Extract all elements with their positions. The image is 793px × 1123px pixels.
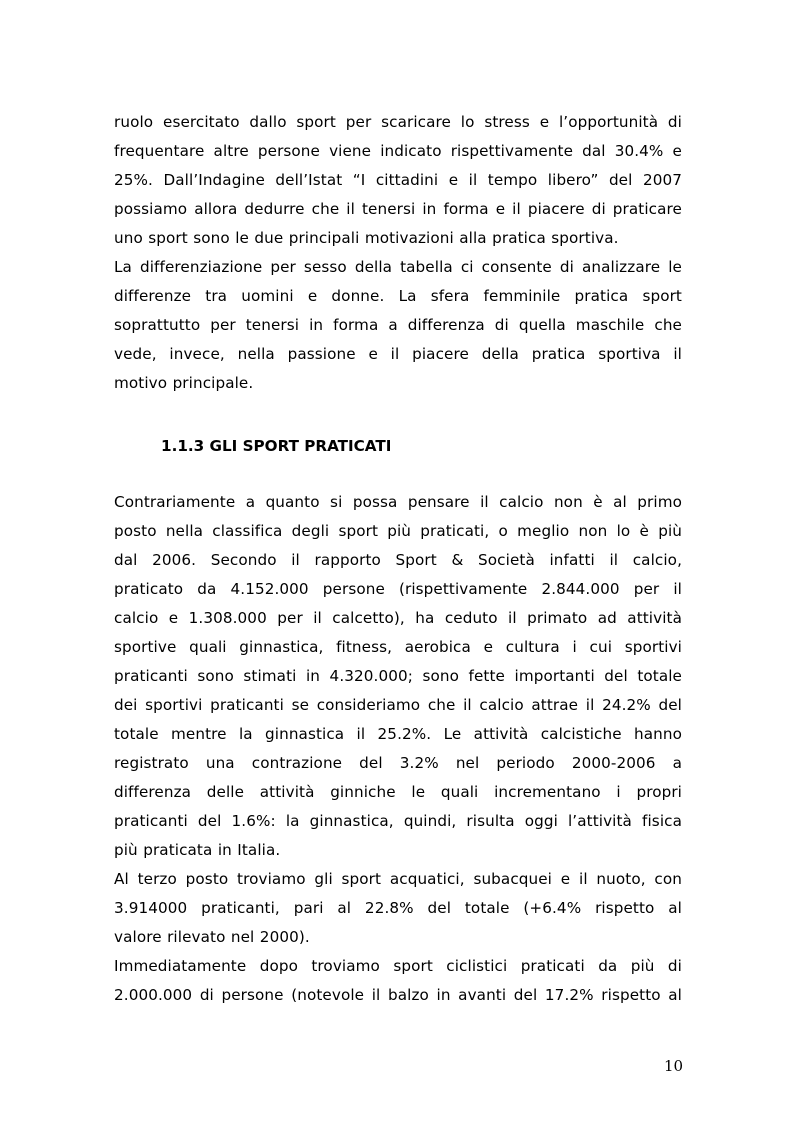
paragraph-5 [114,952,682,1010]
text-line: possiamo allora dedurre che il tenersi in forma e il piacere di praticare [114,200,682,218]
text-line: motivo principale. [114,374,254,392]
paragraph-3 [114,488,682,865]
text-line: dal 2006. Secondo il rapporto Sport & Società infatti il calcio, [114,551,682,569]
paragraph-2 [114,253,682,398]
section-heading: 1.1.3 GLI SPORT PRATICATI [161,437,392,455]
text-line: vede, invece, nella passione e il piacere della pratica sportiva il [114,345,682,363]
text-line: Immediatamente dopo troviamo sport ciclistici praticati da più di [114,957,682,975]
text-line: praticato da 4.152.000 persone (rispettivamente 2.844.000 per il [114,580,682,598]
text-line: 3.914000 praticanti, pari al 22.8% del totale (+6.4% rispetto al [114,899,682,917]
text-line: più praticata in Italia. [114,841,281,859]
text-line: differenze tra uomini e donne. La sfera femminile pratica sport [114,287,682,305]
text-line: uno sport sono le due principali motivazioni alla pratica sportiva. [114,229,619,247]
text-line: 25%. Dall’Indagine dell’Istat “I cittadini e il tempo libero” del 2007 [114,171,682,189]
text-line: valore rilevato nel 2000). [114,928,310,946]
text-line: praticanti del 1.6%: la ginnastica, quindi, risulta oggi l’attività fisica [114,812,682,830]
text-line: soprattutto per tenersi in forma a differenza di quella maschile che [114,316,682,334]
text-line: differenza delle attività ginniche le quali incrementano i propri [114,783,682,801]
text-line: sportive quali ginnastica, fitness, aerobica e cultura i cui sportivi [114,638,682,656]
text-line: La differenziazione per sesso della tabella ci consente di analizzare le [114,258,682,276]
text-line: ruolo esercitato dallo sport per scaricare lo stress e l’opportunità di [114,113,682,131]
page-number: 10 [664,1057,684,1075]
text-line: Al terzo posto troviamo gli sport acquatici, subacquei e il nuoto, con [114,870,682,888]
paragraph-4 [114,865,682,952]
text-line: 2.000.000 di persone (notevole il balzo in avanti del 17.2% rispetto al [114,986,682,1004]
page-body [114,108,682,398]
section-body [114,488,682,1010]
text-line: praticanti sono stimati in 4.320.000; sono fette importanti del totale [114,667,682,685]
text-line: registrato una contrazione del 3.2% nel periodo 2000-2006 a [114,754,682,772]
text-line: posto nella classifica degli sport più praticati, o meglio non lo è più [114,522,682,540]
text-line: frequentare altre persone viene indicato rispettivamente dal 30.4% e [114,142,682,160]
text-line: dei sportivi praticanti se consideriamo che il calcio attrae il 24.2% del [114,696,682,714]
text-line: calcio e 1.308.000 per il calcetto), ha ceduto il primato ad attività [114,609,682,627]
text-line: Contrariamente a quanto si possa pensare il calcio non è al primo [114,493,682,511]
paragraph-1 [114,108,682,253]
text-line: totale mentre la ginnastica il 25.2%. Le attività calcistiche hanno [114,725,682,743]
